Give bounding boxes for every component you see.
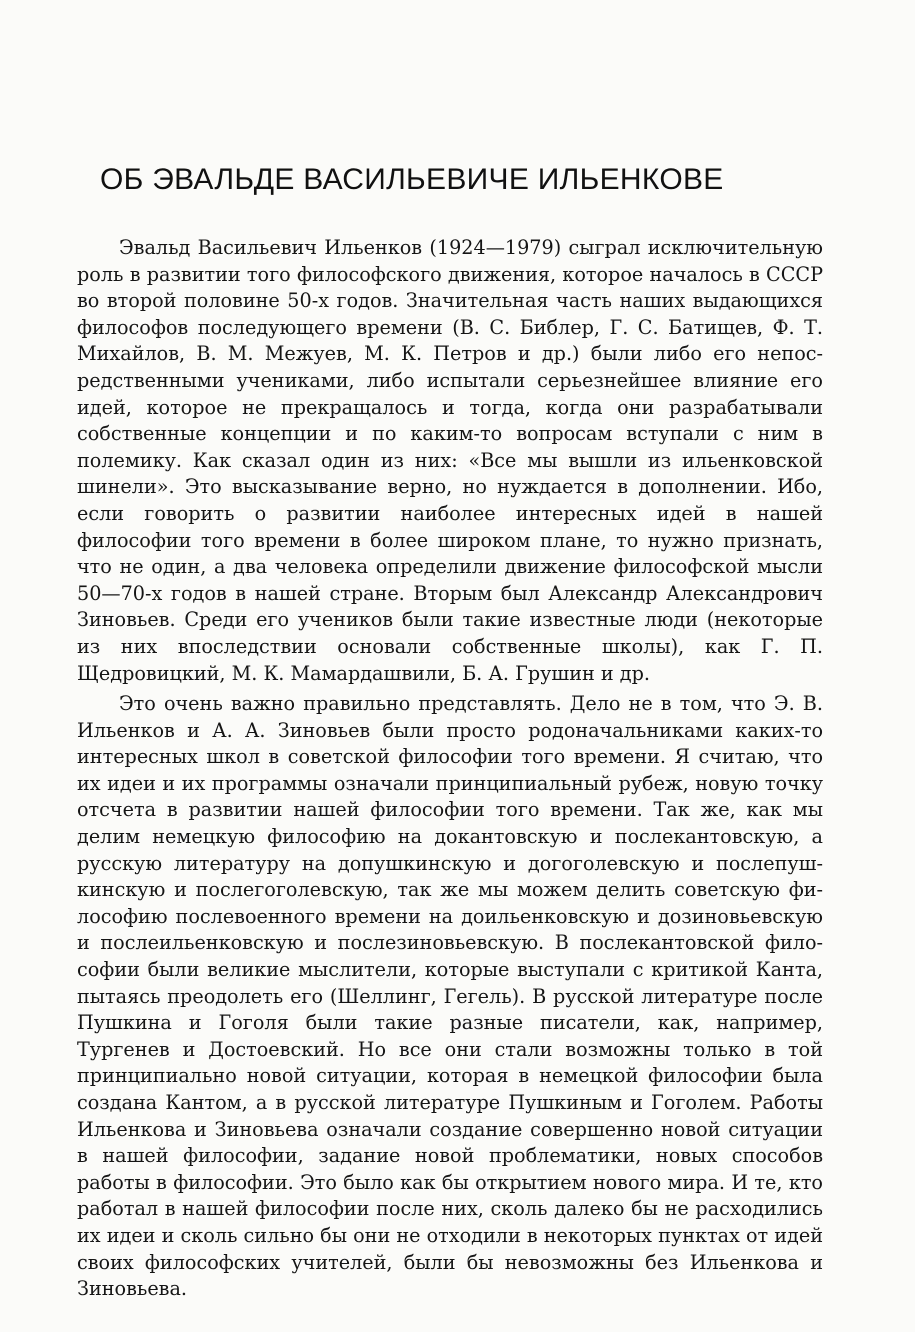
paragraph: Эвальд Васильевич Ильенков (1924—1979) сыграл исключительную роль в развитии того философского движения, которое началось в СССР во второй половине 50-х годов. Значительная часть наших выдающихся философов последующего времени (В. С. Библер, Г. С. Батищев, Ф. Т. Михайлов, В. М. Межуев, М. К. Петров и др.) были либо его непосредственными учениками, либо испытали серьезнейшее влияние его идей, которое не прекращалось и тогда, когда они разрабатывали собственные концепции и по каким-то вопросам вступали с ним в полемику. Как сказал один из них: «Все мы вышли из ильенковской шинели». Это высказывание верно, но нуждается в дополнении. Ибо, если говорить о развитии наиболее интересных идей в нашей философии того времени в более широком плане, то нужно признать, что не один, а два человека определили движение философской мысли 50—70-х годов в нашей стране. Вторым был Александр Александрович Зиновьев. Среди его учеников были такие известные люди (некоторые из них впоследствии основали собственные школы), как Г. П. Щедровицкий, М. К. Мамардашвили, Б. А. Грушин и др. [77,236,823,685]
paragraph: Это очень важно правильно представлять. Дело не в том, что Э. В. Ильенков и А. А. Зиновьев были просто родоначальниками каких-то интересных школ в советской философии того времени. Я считаю, что их идеи и их программы означали принципиальный рубеж, новую точку отсчета в развитии нашей философии того времени. Так же, как мы делим немецкую философию на докантовскую и послекантовскую, а русскую литературу на допушкинскую и догоголевскую и послепушкинскую и послегоголевскую, так же мы можем делить советскую философию послевоенного времени на доильенковскую и дозиновьевскую и послеильенковскую и послезиновьевскую. В послекантовской философии были великие мыслители, которые выступали с критикой Канта, пытаясь преодолеть его (Шеллинг, Гегель). В русской литературе после Пушкина и Гоголя были такие разные писатели, как, например, Тургенев и Достоевский. Но все они стали возможны только в той принципиально новой ситуации, которая в немецкой философии была создана Кантом, а в русской литературе Пушкиным и Гоголем. Работы Ильенкова и Зиновьева означали создание совершенно новой ситуации в нашей философии, задание новой проблематики, новых способов работы в философии. Это было как бы открытием нового мира. И те, кто работал в нашей философии после них, сколь далеко бы не расходились их идеи и сколь сильно бы они не отходили в некоторых пунктах от идей своих философских учителей, были бы невозможны без Ильенкова и Зиновьева. [77,692,823,1301]
body-text [77,235,823,1303]
show-through-header [60,82,820,102]
page-title: ОБ ЭВАЛЬДЕ ВАСИЛЬЕВИЧЕ ИЛЬЕНКОВЕ [100,163,724,196]
